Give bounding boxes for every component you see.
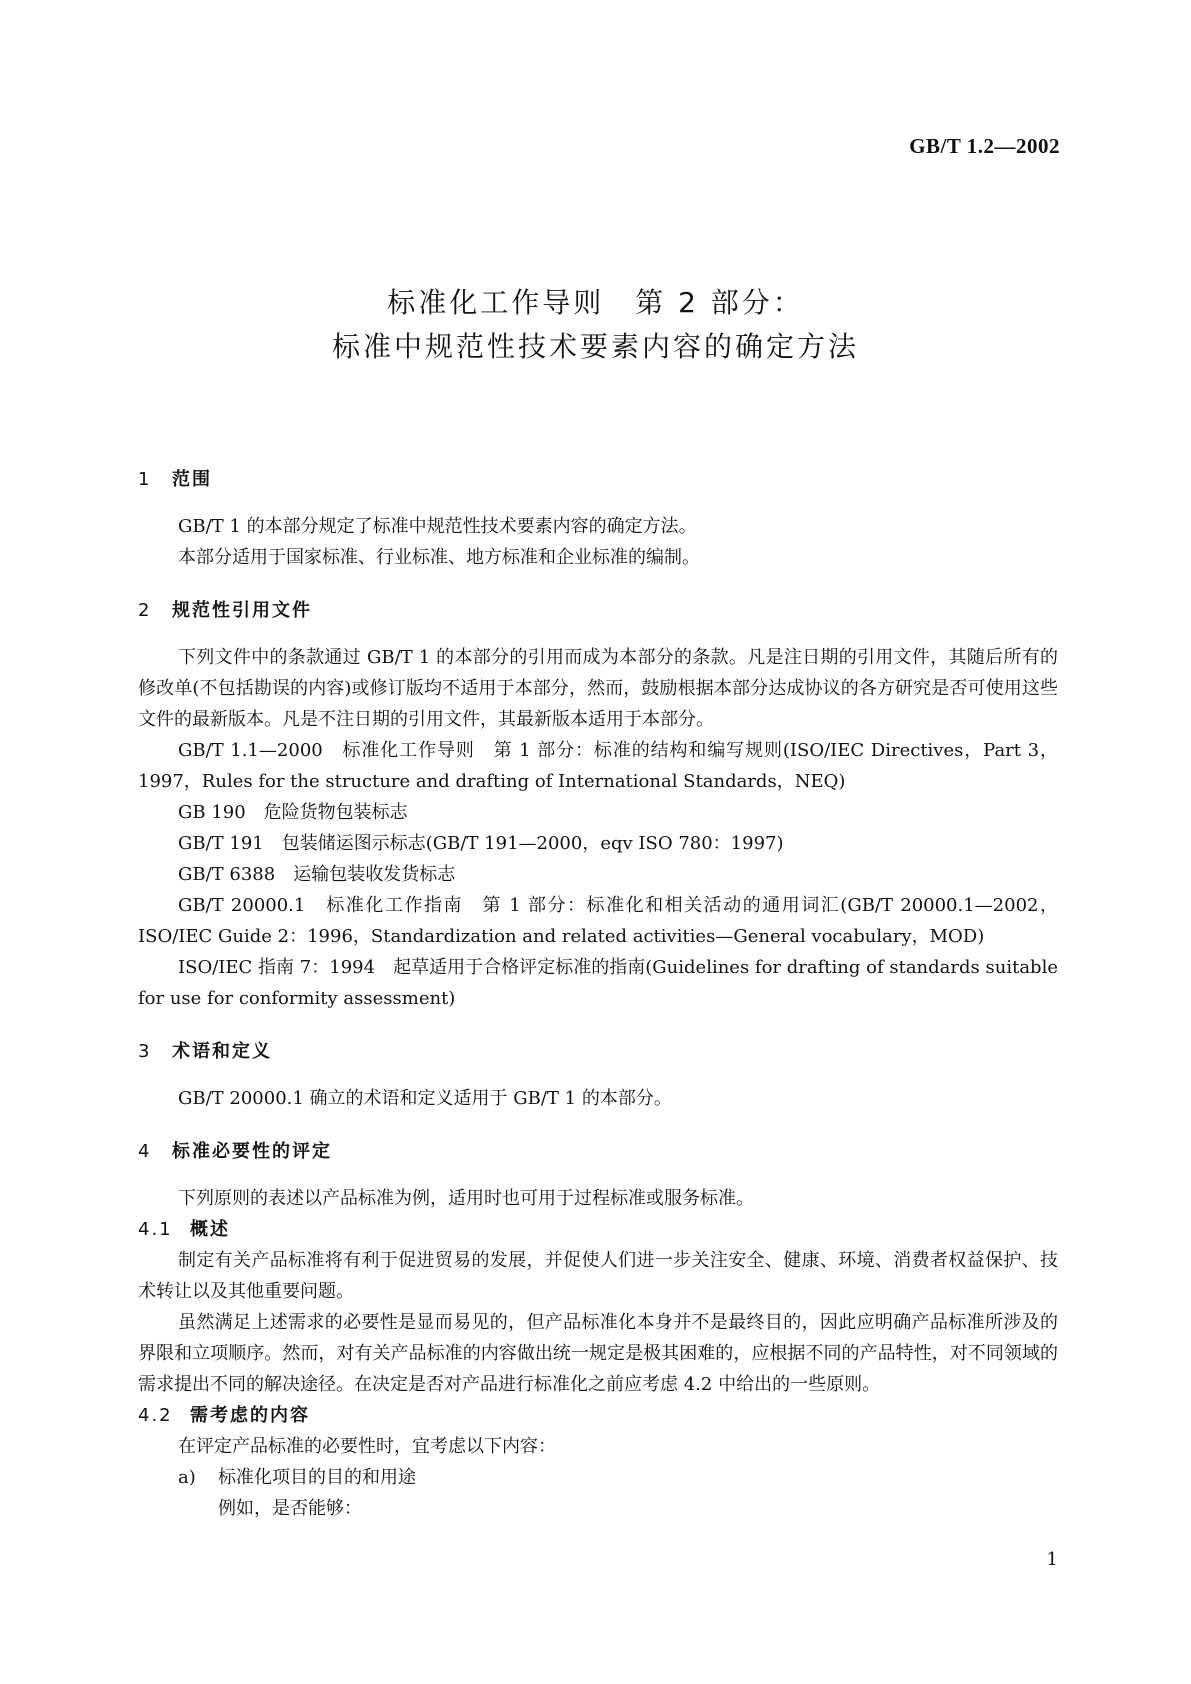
page-number: 1 <box>1046 1549 1058 1570</box>
paragraph: 下列文件中的条款通过 GB/T 1 的本部分的引用而成为本部分的条款。凡是注日期的引用文件，其随后所有的修改单(不包括勘误的内容)或修订版均不适用于本部分，然而，鼓励根据本部分达成协议的各方研究是否可使用这些文件的最新版本。凡是不注日期的引用文件，其最新版本适用于本部分。 <box>138 647 1058 730</box>
list-label: a) <box>178 1467 196 1488</box>
list-sub-text: 例如，是否能够： <box>218 1498 362 1519</box>
subsection-number: 4.2 <box>138 1405 173 1426</box>
list-text: 标准化项目的目的和用途 <box>218 1467 416 1488</box>
paragraph: GB/T 1 的本部分规定了标准中规范性技术要素内容的确定方法。 <box>178 516 697 537</box>
subsection-title: 概述 <box>190 1219 230 1240</box>
subsection-number: 4.1 <box>138 1219 173 1240</box>
paragraph: 在评定产品标准的必要性时，宜考虑以下内容： <box>178 1436 556 1457</box>
section-number: 3 <box>138 1041 152 1062</box>
reference-item: GB/T 6388 运输包装收发货标志 <box>178 864 456 885</box>
paragraph: 下列原则的表述以产品标准为例，适用时也可用于过程标准或服务标准。 <box>178 1188 754 1209</box>
reference-item: GB/T 1.1—2000 标准化工作导则 第 1 部分：标准的结构和编写规则(ISO/IEC Directives，Part 3，1997，Rules for the structure and drafting of International Standards，NEQ) <box>138 740 1058 792</box>
document-body <box>138 450 1058 1524</box>
paragraph: GB/T 20000.1 确立的术语和定义适用于 GB/T 1 的本部分。 <box>178 1088 672 1109</box>
title-line-2: 标准中规范性技术要素内容的确定方法 <box>331 330 859 363</box>
section-title: 范围 <box>172 469 212 490</box>
reference-item: GB/T 191 包装储运图示标志(GB/T 191—2000，eqv ISO 780：1997) <box>178 833 784 854</box>
reference-item: ISO/IEC 指南 7：1994 起草适用于合格评定标准的指南(Guidelines for drafting of standards suitable for use for conformity assessment) <box>138 957 1058 1009</box>
list-item-a <box>138 1462 1058 1493</box>
section-number: 2 <box>138 600 152 621</box>
section-number: 4 <box>138 1141 152 1162</box>
title-line-1: 标准化工作导则 第 2 部分： <box>387 286 804 319</box>
section-1-heading <box>138 464 1058 495</box>
paragraph: 制定有关产品标准将有利于促进贸易的发展，并促使人们进一步关注安全、健康、环境、消费者权益保护、技术转让以及其他重要问题。 <box>138 1250 1058 1302</box>
standard-code: GB/T 1.2—2002 <box>909 134 1060 158</box>
paragraph: 虽然满足上述需求的必要性是显而易见的，但产品标准化本身并不是最终目的，因此应明确产品标准所涉及的界限和立项顺序。然而，对有关产品标准的内容做出统一规定是极其困难的，应根据不同的产品特性，对不同领域的需求提出不同的解决途径。在决定是否对产品进行标准化之前应考虑 4.2 中给出的一些原则。 <box>138 1312 1058 1395</box>
subsection-title: 需考虑的内容 <box>190 1405 310 1426</box>
section-title: 标准必要性的评定 <box>172 1141 332 1162</box>
section-title: 术语和定义 <box>172 1041 272 1062</box>
document-title <box>0 281 1191 369</box>
reference-item: GB/T 20000.1 标准化工作指南 第 1 部分：标准化和相关活动的通用词汇(GB/T 20000.1—2002，ISO/IEC Guide 2：1996，Standardization and related activities—General vocabulary，MOD) <box>138 895 1058 947</box>
subsection-4-1-heading <box>138 1214 1058 1245</box>
section-title: 规范性引用文件 <box>172 600 312 621</box>
paragraph: 本部分适用于国家标准、行业标准、地方标准和企业标准的编制。 <box>178 547 700 568</box>
reference-item: GB 190 危险货物包装标志 <box>178 802 408 823</box>
section-4-heading <box>138 1136 1058 1167</box>
section-number: 1 <box>138 469 152 490</box>
section-3-heading <box>138 1036 1058 1067</box>
subsection-4-2-heading <box>138 1400 1058 1431</box>
section-2-heading <box>138 595 1058 626</box>
